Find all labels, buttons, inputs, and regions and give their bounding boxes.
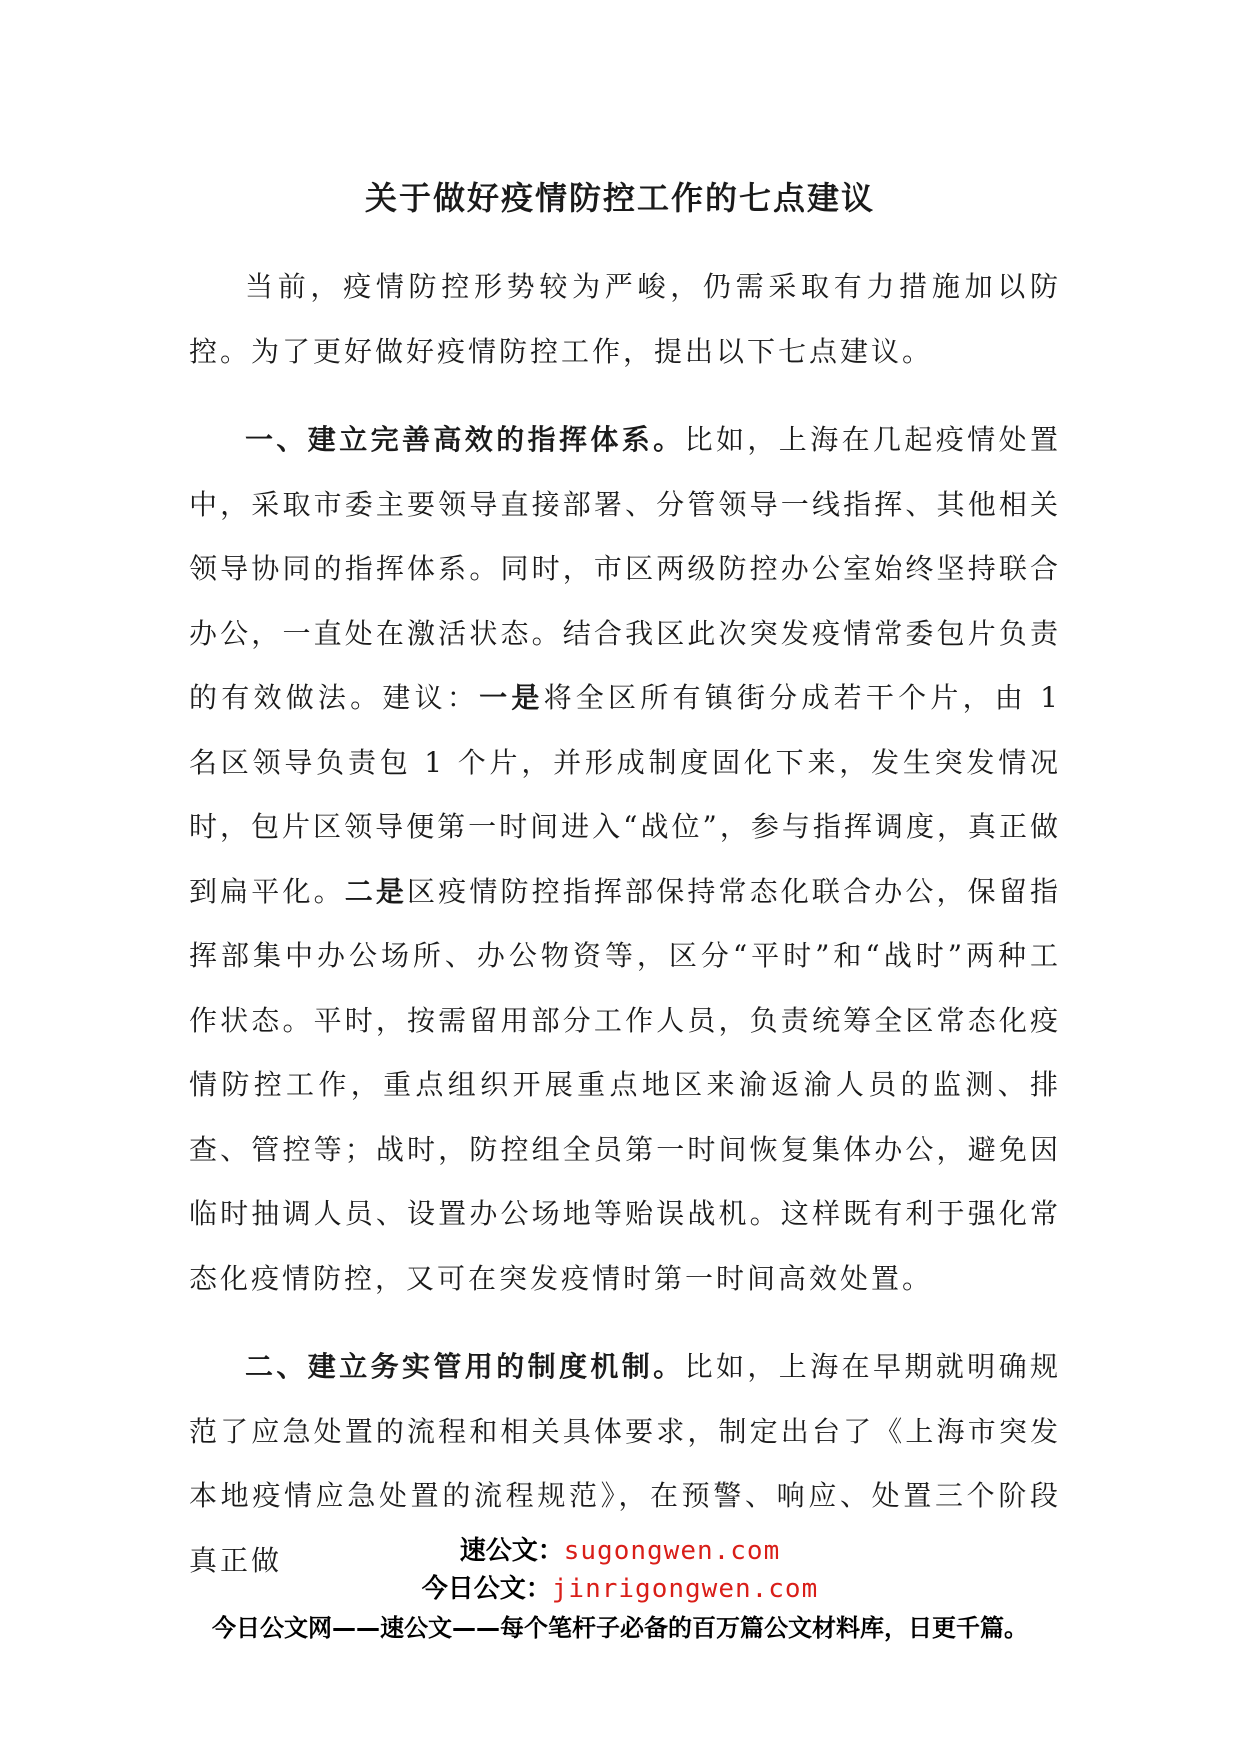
section-2-heading: 二、建立务实管用的制度机制。 <box>245 1350 685 1383</box>
section-1-marker-second: 二是 <box>344 874 408 908</box>
footer-link-sugongwen[interactable]: sugongwen.com <box>563 1536 781 1566</box>
section-1-paragraph <box>189 408 1061 1311</box>
document-title: 关于做好疫情防控工作的七点建议 <box>364 179 875 217</box>
watermark-footer <box>0 1532 1240 1648</box>
document-body <box>189 255 1061 1617</box>
footer-line-jinrigongwen <box>0 1570 1240 1608</box>
section-1-text-a: 比如，上海在几起疫情处置中，采取市委主要领导直接部署、分管领导一线指挥、其他相关领导协同的指挥体系。同时，市区两级防控办公室始终坚持联合办公，一直处在激活状态。结合我区此次突发疫情常委包片负责的有效做法。建议： <box>189 423 1061 714</box>
section-1-text-c: 区疫情防控指挥部保持常态化联合办公，保留指挥部集中办公场所、办公物资等，区分“平时”和“战时”两种工作状态。平时，按需留用部分工作人员，负责统筹全区常态化疫情防控工作，重点组织开展重点地区来渝返渝人员的监测、排查、管控等；战时，防控组全员第一时间恢复集体办公，避免因临时抽调人员、设置办公场地等贻误战机。这样既有利于强化常态化疫情防控，又可在突发疫情时第一时间高效处置。 <box>189 874 1061 1295</box>
footer-label-jinrigongwen: 今日公文： <box>421 1574 552 1604</box>
section-1-marker-first: 一是 <box>479 681 544 714</box>
intro-paragraph: 当前，疫情防控形势较为严峻，仍需采取有力措施加以防控。为了更好做好疫情防控工作，提出以下七点建议。 <box>189 270 1061 368</box>
section-1-text-b: 将全区所有镇街分成若干个片，由 1 名区领导负责包 1 个片，并形成制度固化下来，发生突发情况时，包片区领导便第一时间进入“战位”，参与指挥调度，真正做到扁平化。 <box>189 681 1061 908</box>
section-1-heading: 一、建立完善高效的指挥体系。 <box>245 423 685 456</box>
footer-link-jinrigongwen[interactable]: jinrigongwen.com <box>551 1574 819 1604</box>
footer-slogan: 今日公文网——速公文——每个笔杆子必备的百万篇公文材料库，日更千篇。 <box>212 1614 1028 1642</box>
footer-line-sugongwen <box>0 1532 1240 1570</box>
section-2-text: 比如，上海在早期就明确规范了应急处置的流程和相关具体要求，制定出台了《上海市突发本地疫情应急处置的流程规范》，在预警、响应、处置三个阶段真正做 <box>189 1350 1061 1577</box>
footer-label-sugongwen: 速公文： <box>459 1536 564 1566</box>
